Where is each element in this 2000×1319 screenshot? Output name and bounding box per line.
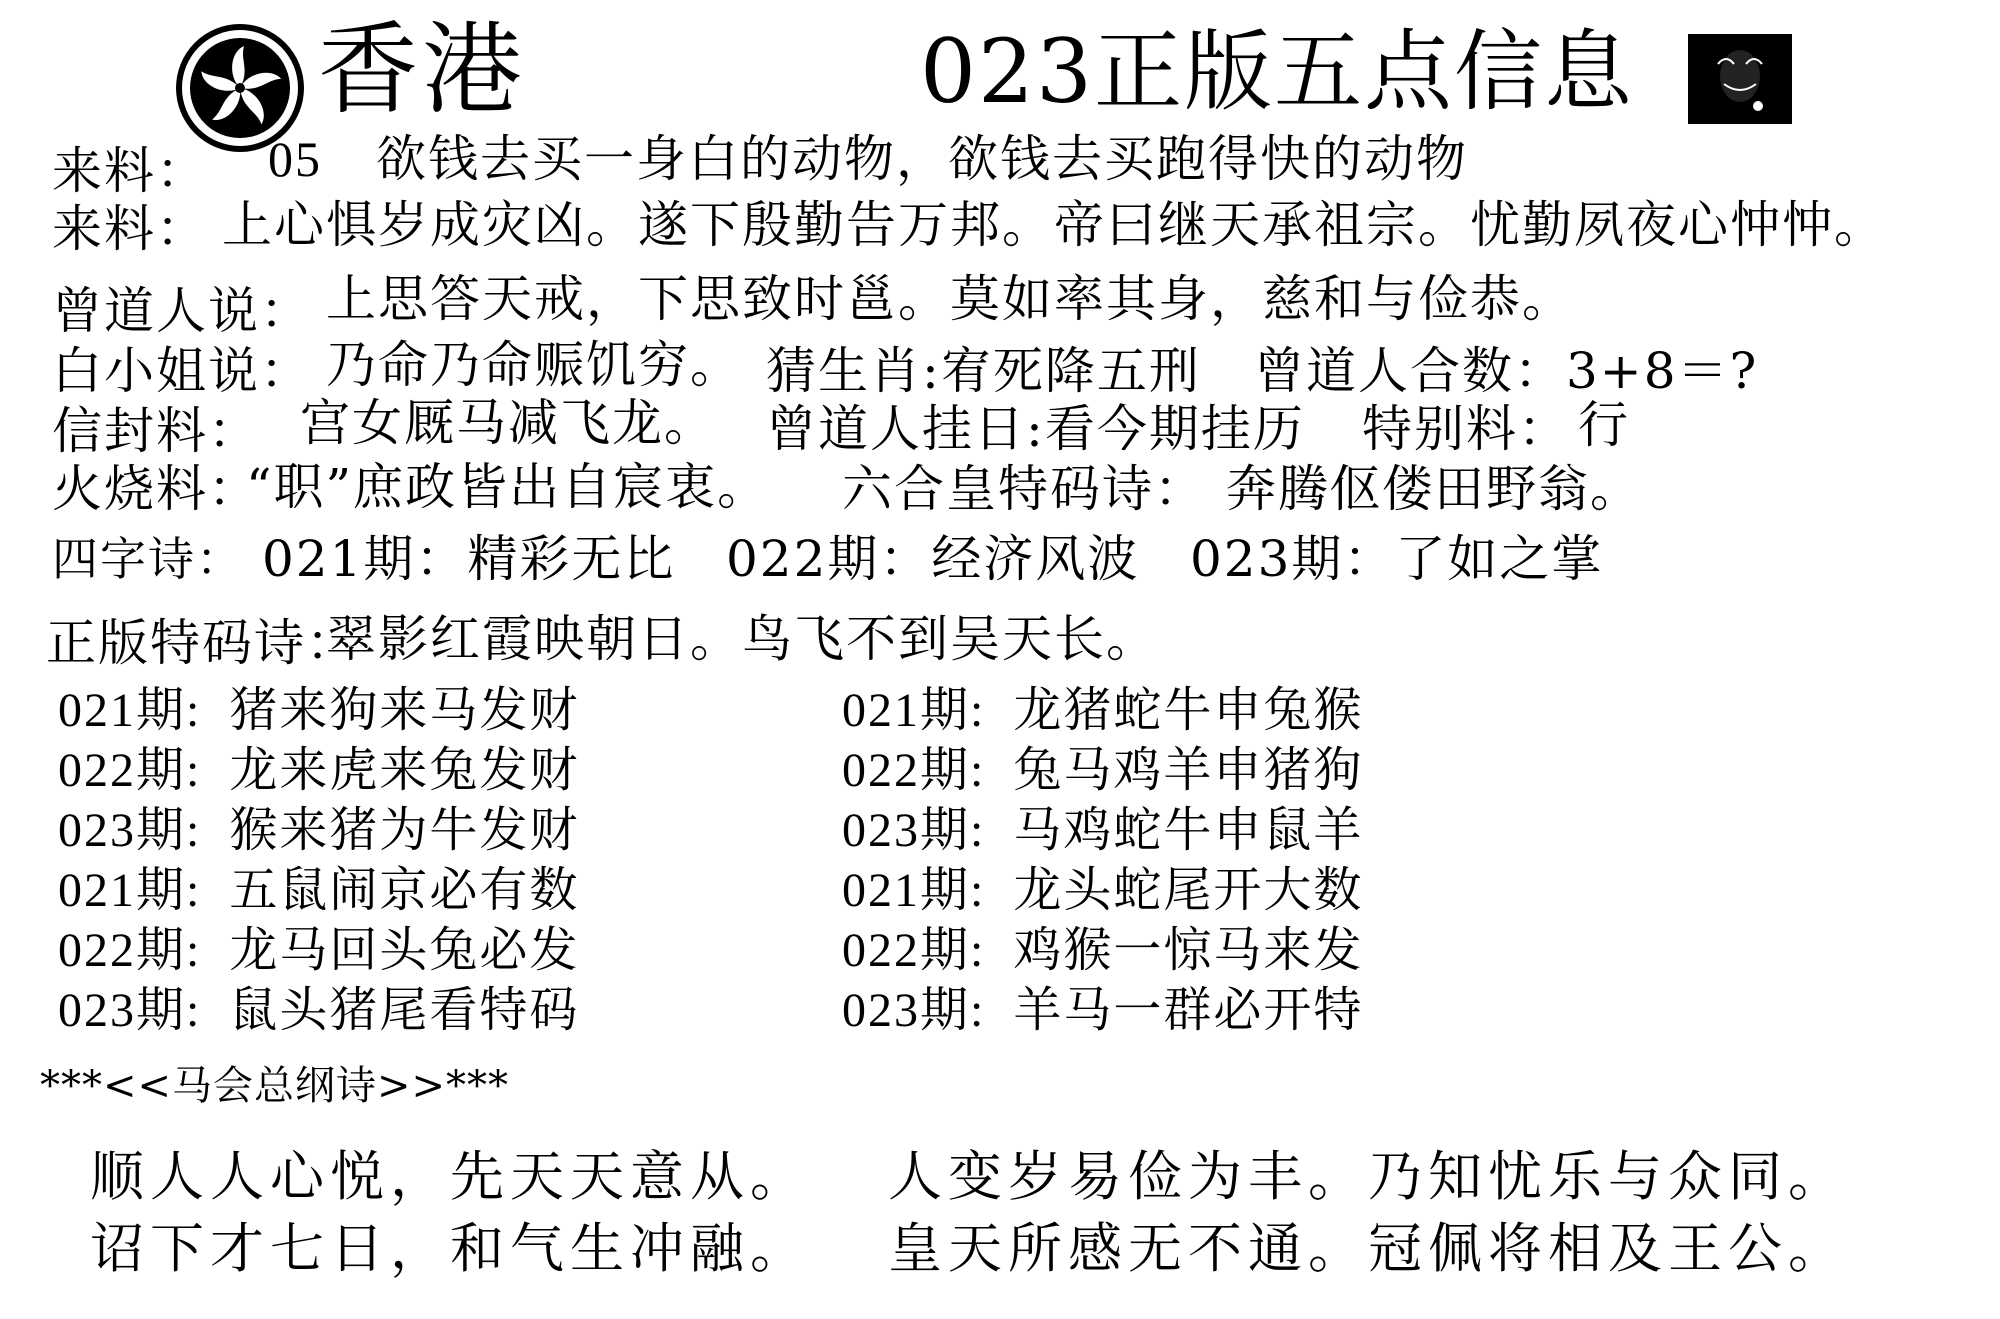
period-number: 021期: — [842, 864, 986, 917]
bai-says-text: 乃命乃命赈饥穷。 — [326, 336, 742, 394]
period-number: 023期: — [842, 804, 986, 857]
period-number: 022期: — [58, 924, 202, 977]
period-number: 023期: — [58, 804, 202, 857]
period-text: 五鼠闹京必有数 — [229, 862, 580, 918]
envelope-text: 宫女厩马减飞龙。 — [300, 394, 716, 452]
portrait-stamp-icon — [1688, 34, 1792, 124]
period-row-left — [58, 682, 580, 738]
period-row-left — [58, 742, 580, 798]
period-row-right — [842, 922, 1364, 978]
page-title: 023正版五点信息 — [920, 20, 1634, 123]
label: 来料： — [52, 142, 208, 200]
period-row-left — [58, 922, 580, 978]
fire-text: “职”庶政皆出自宸衷。 — [246, 458, 770, 516]
period-number: 022期: — [58, 744, 202, 797]
period-row-right — [842, 682, 1364, 738]
period-row-right — [842, 802, 1364, 858]
liuhe-poem-text: 奔腾伛偻田野翁。 — [1226, 460, 1642, 518]
label-bai-says: 白小姐说： — [52, 342, 312, 400]
horse-club-poem-title: ***<<马会总纲诗>>*** — [40, 1063, 510, 1109]
label-official-poem: 正版特码诗： — [46, 614, 358, 672]
period-text: 猴来猪为牛发财 — [229, 802, 580, 858]
label-special: 特别料： — [1362, 400, 1570, 458]
period-text: 鸡猴一惊马来发 — [1013, 922, 1364, 978]
source-number: 05 — [268, 131, 322, 187]
special-text: 行 — [1578, 396, 1630, 454]
period-number: 022期: — [842, 924, 986, 977]
label-fire: 火烧料： — [52, 460, 260, 518]
period-row-left — [58, 862, 580, 918]
zeng-calendar: 曾道人挂日:看今期挂历 — [766, 400, 1305, 458]
period-text: 龙来虎来兔发财 — [229, 742, 580, 798]
period-number: 021期: — [58, 864, 202, 917]
closing-poem-right-2: 皇天所感无不通。冠佩将相及王公。 — [888, 1217, 1848, 1280]
period-row-right — [842, 982, 1364, 1038]
period-number: 023期: — [842, 984, 986, 1037]
period-text: 猪来狗来马发财 — [229, 682, 580, 738]
label-envelope: 信封料： — [52, 402, 260, 460]
label-source-2: 来料： — [52, 200, 208, 258]
period-number: 023期: — [58, 984, 202, 1037]
period-row-right — [842, 742, 1364, 798]
source-text-2: 上心惧岁成灾凶。遂下殷勤告万邦。帝曰继天承祖宗。忧勤夙夜心忡忡。 — [222, 196, 1886, 254]
period-row-left — [58, 982, 580, 1038]
period-row-right — [842, 862, 1364, 918]
line-source-1 — [52, 142, 208, 200]
source-text-1: 欲钱去买一身白的动物，欲钱去买跑得快的动物 — [376, 130, 1468, 188]
closing-poem-right-1: 人变岁易俭为丰。乃知忧乐与众同。 — [888, 1145, 1848, 1208]
period-text: 龙头蛇尾开大数 — [1013, 862, 1364, 918]
guess-zodiac: 猜生肖:宥死降五刑 — [766, 342, 1201, 400]
period-number: 022期: — [842, 744, 986, 797]
closing-poem-left-1: 顺人人心悦，先天天意从。 — [90, 1145, 810, 1208]
label-four-char: 四字诗： — [52, 532, 244, 586]
label-liuhe-poem: 六合皇特码诗： — [842, 460, 1206, 518]
zeng-says-text: 上思答天戒，下思致时邕。莫如率其身，慈和与俭恭。 — [326, 270, 1574, 328]
period-text: 龙猪蛇牛申兔猴 — [1013, 682, 1364, 738]
period-number: 021期: — [58, 684, 202, 737]
four-char-021: 021期：精彩无比 — [262, 530, 676, 588]
region-title: 香港 — [318, 11, 526, 128]
zeng-sum: 曾道人合数：3+8＝? — [1254, 342, 1759, 400]
official-poem-text: 翠影红霞映朝日。鸟飞不到吴天长。 — [326, 610, 1158, 668]
four-char-023: 023期：了如之掌 — [1190, 530, 1604, 588]
period-row-left — [58, 802, 580, 858]
period-text: 鼠头猪尾看特码 — [229, 982, 580, 1038]
four-char-022: 022期：经济风波 — [726, 530, 1140, 588]
closing-poem-left-2: 诏下才七日，和气生冲融。 — [90, 1217, 810, 1280]
period-number: 021期: — [842, 684, 986, 737]
label-zeng-says: 曾道人说： — [52, 282, 312, 340]
period-text: 兔马鸡羊申猪狗 — [1013, 742, 1364, 798]
period-text: 龙马回头兔必发 — [229, 922, 580, 978]
period-text: 羊马一群必开特 — [1013, 982, 1364, 1038]
period-text: 马鸡蛇牛申鼠羊 — [1013, 802, 1364, 858]
